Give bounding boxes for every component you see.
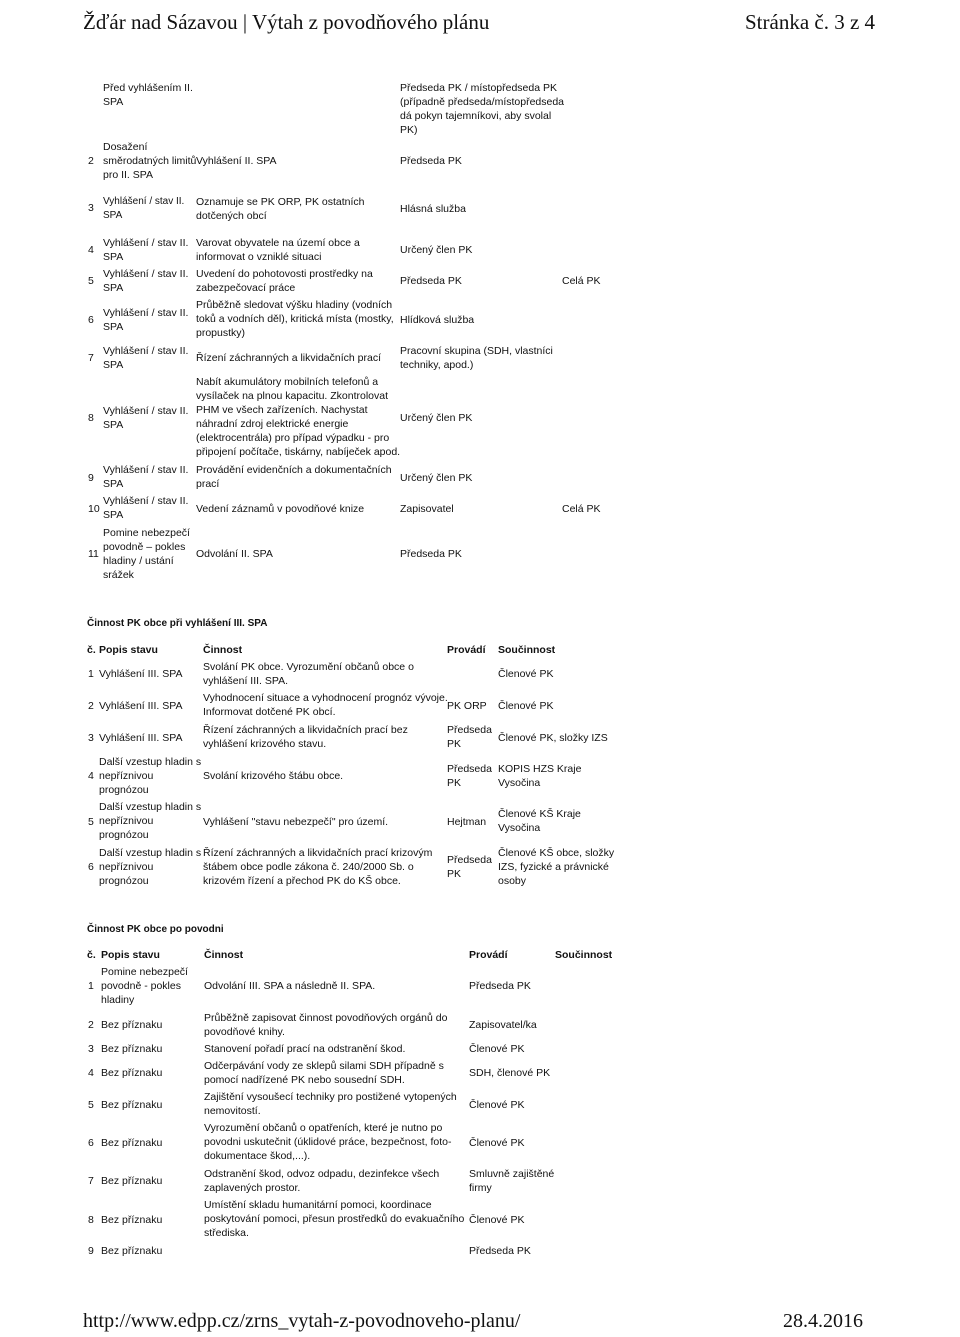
- cell-stav: Vyhlášení III. SPA: [99, 668, 183, 680]
- cell-cinnost: Uvedení do pohotovosti prostředky na zabezpečovací práce: [196, 268, 373, 294]
- cell-num: 7: [88, 352, 94, 364]
- section-title-after-flood: Činnost PK obce po povodni: [87, 924, 224, 935]
- cell-cinnost: Provádění evidenčních a dokumentačních prací: [196, 464, 392, 490]
- cell-cinnost: Svolání krizového štábu obce.: [203, 770, 344, 782]
- cell-provadi: Pracovní skupina (SDH, vlastníci techniky, apod.): [400, 345, 553, 371]
- cell-cinnost: Stanovení pořadí prací na odstranění škod.: [204, 1043, 406, 1055]
- cell-soucinnost: Členové PK, složky IZS: [498, 732, 608, 744]
- cell-cinnost: Řízení záchranných a likvidačních prací bez vyhlášení krizového stavu.: [203, 724, 408, 750]
- cell-num: 11: [88, 548, 99, 560]
- cell-num: 8: [88, 1214, 94, 1226]
- cell-provadi: Členové PK: [469, 1043, 525, 1055]
- cell-stav: Vyhlášení / stav II. SPA: [103, 405, 189, 431]
- cell-stav: Vyhlášení / stav II. SPA: [103, 495, 189, 521]
- cell-num: 6: [88, 1137, 94, 1149]
- cell-cinnost: Vyhlášení II. SPA: [196, 155, 277, 167]
- cell-cinnost: Vyhlášení "stavu nebezpečí" pro území.: [203, 816, 389, 828]
- cell-provadi: Předseda PK: [400, 155, 462, 167]
- cell-stav: Bez příznaku: [101, 1099, 163, 1111]
- cell-provadi: Předseda PK: [447, 724, 492, 750]
- cell-provadi: Hejtman: [447, 816, 487, 828]
- col-header-stav: Popis stavu: [101, 949, 160, 961]
- cell-stav: Bez příznaku: [101, 1137, 163, 1149]
- cell-provadi: Zapisovatel: [400, 503, 454, 515]
- cell-provadi: Hlídková služba: [400, 314, 475, 326]
- col-header-provadi: Provádí: [469, 949, 508, 961]
- cell-stav: Bez příznaku: [101, 1245, 163, 1257]
- cell-num: 4: [88, 1067, 94, 1079]
- cell-cinnost: Řízení záchranných a likvidačních prací: [196, 352, 382, 364]
- cell-provadi: Předseda PK: [469, 980, 531, 992]
- cell-cinnost: Řízení záchranných a likvidačních prací krizovým štábem obce podle zákona č. 240/2000 Sb. o krizovém řízení a přechod PK do KŠ obce.: [203, 847, 433, 887]
- section-title-iii-spa: Činnost PK obce při vyhlášení III. SPA: [87, 618, 268, 629]
- cell-stav: Bez příznaku: [101, 1175, 163, 1187]
- cell-stav: Bez příznaku: [101, 1067, 163, 1079]
- cell-soucinnost: Členové KŠ obce, složky IZS, fyzické a právnické osoby: [498, 847, 615, 887]
- cell-cinnost: Zajištění vysoušecí techniky pro postižené vytopených nemovitostí.: [204, 1091, 457, 1117]
- col-header-soucinnost: Součinnost: [498, 644, 556, 656]
- cell-provadi: Určený člen PK: [400, 472, 473, 484]
- page-number: Stránka č. 3 z 4: [745, 10, 876, 34]
- cell-num: 2: [88, 155, 94, 167]
- cell-cinnost: Odstranění škod, odvoz odpadu, dezinfekce všech zaplavených prostor.: [204, 1168, 440, 1194]
- cell-num: 5: [88, 816, 94, 828]
- cell-stav: Bez příznaku: [101, 1019, 163, 1031]
- cell-cinnost: Odčerpávání vody ze sklepů silami SDH případně s pomocí nadřízené PK nebo sousední SDH.: [204, 1060, 444, 1086]
- cell-stav: Vyhlášení / stav II. SPA: [103, 237, 189, 263]
- cell-cinnost: Svolání PK obce. Vyrozumění občanů obce o vyhlášení III. SPA.: [203, 661, 414, 687]
- cell-cinnost: Umístění skladu humanitární pomoci, koordinace poskytování pomoci, přesun prostředků do evakuačního střediska.: [204, 1199, 465, 1239]
- cell-num: 3: [88, 1043, 94, 1055]
- cell-provadi: Určený člen PK: [400, 412, 473, 424]
- cell-provadi: Určený člen PK: [400, 244, 473, 256]
- cell-num: 4: [88, 770, 94, 782]
- cell-provadi: Smluvně zajištěné firmy: [469, 1168, 555, 1194]
- cell-soucinnost: Členové PK: [498, 700, 554, 712]
- col-header-cinnost: Činnost: [204, 949, 244, 961]
- page-header-title: Žďár nad Sázavou | Výtah z povodňového plánu: [83, 10, 490, 34]
- col-header-stav: Popis stavu: [99, 644, 158, 656]
- cell-num: 9: [88, 1245, 94, 1257]
- cell-stav: Další vzestup hladin s nepříznivou prognózou: [99, 756, 202, 796]
- col-header-cinnost: Činnost: [203, 644, 243, 656]
- cell-stav: Dosažení směrodatných limitů pro II. SPA: [103, 141, 197, 181]
- cell-stav: Před vyhlášením II. SPA: [103, 82, 193, 108]
- cell-num: 3: [88, 202, 94, 214]
- cell-stav: Další vzestup hladin s nepříznivou prognózou: [99, 847, 202, 887]
- cell-stav: Vyhlášení III. SPA: [99, 732, 183, 744]
- cell-stav: Bez příznaku: [101, 1043, 163, 1055]
- cell-provadi: Předseda PK: [447, 854, 492, 880]
- cell-cinnost: Odvolání III. SPA a následně II. SPA.: [204, 980, 376, 992]
- col-header-num: č.: [87, 949, 96, 961]
- cell-provadi: Předseda PK: [400, 548, 462, 560]
- cell-soucinnost: Celá PK: [562, 503, 601, 515]
- col-header-provadi: Provádí: [447, 644, 486, 656]
- cell-cinnost: Vyhodnocení situace a vyhodnocení prognóz vývoje. Informovat dotčené PK obcí.: [203, 692, 448, 718]
- cell-cinnost: Vyrozumění občanů o opatřeních, které je nutno po povodni uskutečnit (úklidové práce, bezpečnost, foto- dokumentace škod,...).: [204, 1122, 452, 1162]
- footer-date: 28.4.2016: [783, 1310, 863, 1332]
- cell-provadi: Hlásná služba: [400, 203, 466, 215]
- cell-stav: Vyhlášení / stav II. SPA: [103, 345, 189, 371]
- cell-cinnost: Nabít akumulátory mobilních telefonů a vysílaček na plnou kapacitu. Zkontrolovat PHM ve všech zařízeních. Nachystat náhradní zdroj elektrické energie (elektrocentrála) pro případ výpadku - pro připojení počítače, tiskárny, nabíječek apod.: [196, 376, 401, 458]
- cell-provadi: SDH, členové PK: [469, 1067, 551, 1079]
- cell-provadi: Členové PK: [469, 1137, 525, 1149]
- cell-cinnost: Odvolání II. SPA: [196, 548, 273, 560]
- cell-num: 1: [88, 980, 94, 992]
- cell-cinnost: Průběžně sledovat výšku hladiny (vodních toků a vodních děl), kritická místa (mostky, propustky): [196, 299, 394, 339]
- cell-num: 3: [88, 732, 94, 744]
- cell-stav: Další vzestup hladin s nepříznivou prognózou: [99, 801, 202, 841]
- cell-stav: Vyhlášení / stav II. SPA: [103, 196, 185, 221]
- cell-num: 6: [88, 314, 94, 326]
- cell-cinnost: Průběžně zapisovat činnost povodňových orgánů do povodňové knihy.: [204, 1012, 448, 1038]
- cell-stav: Pomine nebezpečí povodně – pokles hladiny / ustání srážek: [103, 527, 190, 581]
- cell-num: 10: [88, 503, 100, 515]
- cell-soucinnost: Členové KŠ Kraje Vysočina: [498, 808, 581, 834]
- cell-num: 2: [88, 1019, 94, 1031]
- cell-soucinnost: Členové PK: [498, 668, 554, 680]
- cell-provadi: PK ORP: [447, 700, 487, 712]
- cell-provadi: Členové PK: [469, 1214, 525, 1226]
- cell-num: 1: [88, 668, 94, 680]
- footer-url: http://www.edpp.cz/zrns_vytah-z-povodnoveho-planu/: [83, 1310, 521, 1332]
- cell-cinnost: Oznamuje se PK ORP, PK ostatních dotčených obcí: [196, 196, 365, 222]
- cell-num: 4: [88, 244, 94, 256]
- cell-stav: Vyhlášení III. SPA: [99, 700, 183, 712]
- cell-stav: Bez příznaku: [101, 1214, 163, 1226]
- cell-num: 5: [88, 1099, 94, 1111]
- cell-num: 2: [88, 700, 94, 712]
- cell-stav: Pomine nebezpečí povodně - pokles hladiny: [101, 966, 188, 1006]
- cell-stav: Vyhlášení / stav II. SPA: [103, 464, 189, 490]
- cell-num: 6: [88, 861, 94, 873]
- cell-stav: Vyhlášení / stav II. SPA: [103, 307, 189, 333]
- cell-soucinnost: Celá PK: [562, 275, 601, 287]
- cell-provadi: Zapisovatel/ka: [469, 1019, 537, 1031]
- cell-soucinnost: KOPIS HZS Kraje Vysočina: [498, 763, 582, 789]
- cell-provadi: Předseda PK: [447, 763, 492, 789]
- cell-provadi: Členové PK: [469, 1099, 525, 1111]
- col-header-soucinnost: Součinnost: [555, 949, 613, 961]
- cell-num: 8: [88, 412, 94, 424]
- cell-cinnost: Varovat obyvatele na území obce a informovat o vzniklé situaci: [196, 237, 360, 263]
- col-header-num: č.: [87, 644, 96, 656]
- cell-provadi: Předseda PK: [469, 1245, 531, 1257]
- cell-stav: Vyhlášení / stav II. SPA: [103, 268, 189, 294]
- cell-num: 9: [88, 472, 94, 484]
- cell-cinnost: Vedení záznamů v povodňové knize: [196, 503, 365, 515]
- cell-provadi: Předseda PK: [400, 275, 462, 287]
- cell-num: 7: [88, 1175, 94, 1187]
- cell-num: 5: [88, 275, 94, 287]
- cell-provadi: Předseda PK / místopředseda PK (případně předseda/místopředseda dá pokyn tajemníkovi, aby svolal PK): [400, 82, 565, 136]
